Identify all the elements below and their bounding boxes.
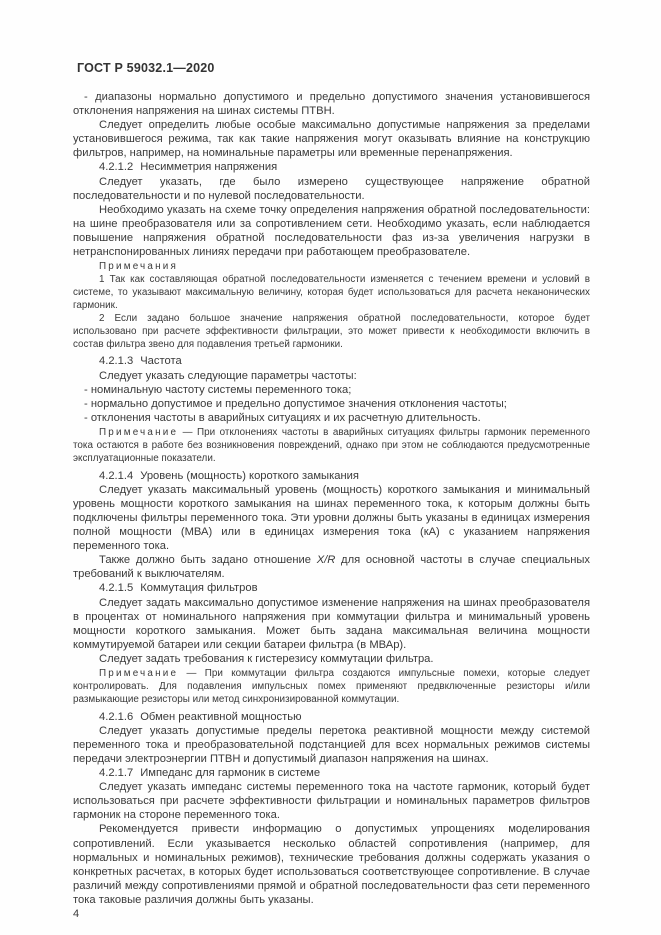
note-block: [73, 427, 590, 466]
list-item: - номинальную частоту системы переменного тока;: [84, 383, 352, 396]
page-number: 4: [73, 908, 80, 920]
section-title: Уровень (мощность) короткого замыкания: [140, 469, 359, 482]
note-item: Примечание — При коммутации фильтра создаются импульсные помехи, которые следует контролировать. Для подавления импульсных помех применяют предвключенные резисторы и/или размыкающие резисторы или метод синхронизированной коммутации.: [73, 667, 590, 705]
notes-label: Примечания: [99, 261, 179, 273]
note-block: [73, 668, 590, 707]
paragraph: Также должно быть задано отношение X/R для основной частоты в случае специальных требований к выключателям.: [73, 554, 591, 581]
section-heading-4-2-1-4: [73, 469, 590, 483]
italic-term: X/R: [316, 554, 336, 567]
page-content: [73, 61, 590, 921]
note-item: Примечание — При отклонениях частоты в аварийных ситуациях фильтры гармоник переменного тока остаются в работе без возникновения повреждений, однако при этом не соблюдаются предусмотренные эксплуатационные показатели.: [73, 426, 590, 464]
paragraph: Следует определить любые особые максимально допустимые напряжения за пределами установившегося режима, так как такие напряжения могут оказывать влияние на конструкцию фильтров, например, на номинальные параметры или временные перенапряжения.: [73, 119, 590, 160]
paragraph: Следует задать требования к гистерезису коммутации фильтра.: [99, 652, 434, 665]
notes-block: [73, 261, 590, 351]
list-item: - диапазоны нормально допустимого и предельно допустимого значения установившегося отклонения напряжения на шинах системы ПТВН.: [73, 91, 590, 118]
note-label: Примечание: [99, 426, 179, 438]
section-number: 4.2.1.6: [99, 710, 134, 723]
paragraph: Следует задать максимально допустимое изменение напряжения на шинах преобразователя в процентах от номинального напряжения при коммутации фильтра и минимальный уровень мощности короткого замыкания. Может быть задана максимальная величина мощности коммутируемой батареи или секции батареи фильтра (в МВАр).: [73, 596, 590, 651]
section-heading-4-2-1-6: [73, 710, 590, 724]
list-item: - нормально допустимое и предельно допустимое значения отклонения частоты;: [84, 397, 507, 410]
note-label: Примечание: [99, 667, 179, 679]
section-title: Коммутация фильтров: [140, 582, 258, 595]
note-item: 2 Если задано большое значение напряжения обратной последовательности, которое будет использовано при расчете эффективности фильтрации, это может привести к необходимости включить в состав фильтра звено для подавления третьей гармоники.: [73, 312, 590, 350]
section-title: Обмен реактивной мощностью: [140, 710, 302, 723]
section-title: Импеданс для гармоник в системе: [140, 767, 321, 780]
document-header: ГОСТ Р 59032.1—2020: [77, 61, 215, 75]
section-title: Несимметрия напряжения: [140, 161, 278, 174]
section-heading-4-2-1-7: [73, 766, 590, 780]
section-number: 4.2.1.4: [99, 469, 134, 482]
section-number: 4.2.1.2: [99, 161, 134, 174]
document-body: [73, 90, 590, 921]
paragraph: Следует указать допустимые пределы перетока реактивной мощности между системой переменного тока и преобразовательной подстанцией для всех нормальных режимов системы передачи электроэнергии ПТВН и допустимый диапазон напряжения на шинах.: [73, 724, 590, 765]
section-title: Частота: [140, 355, 182, 368]
section-heading-4-2-1-2: [73, 160, 590, 174]
section-number: 4.2.1.5: [99, 582, 134, 595]
paragraph: Следует указать, где было измерено существующее напряжение обратной последовательности и по нулевой последовательности.: [73, 175, 590, 202]
paragraph: Следует указать импеданс системы переменного тока на частоте гармоник, который будет использоваться при расчете эффективности фильтрации и номинальных параметров фильтров гармоник на стороне переменного тока.: [73, 781, 590, 822]
section-number: 4.2.1.3: [99, 355, 134, 368]
section-heading-4-2-1-5: [73, 581, 590, 595]
section-heading-4-2-1-3: [73, 354, 590, 368]
paragraph: Рекомендуется привести информацию о допустимых упрощениях моделирования сопротивлений. Если указывается несколько областей сопротивления (например, для нормальных и номинальных режимов), технические требования должны содержать указания о конкретных расчетах, в которых будет использоваться соответствующее сопротивление. В случае различий между сопротивлениями прямой и обратной последовательности фаз сети переменного тока таковые различия должны быть указаны.: [73, 823, 590, 906]
paragraph: Необходимо указать на схеме точку определения напряжения обратной последовательности: на шине преобразователя или за сопротивлением сети. Необходимо указать, если наблюдается повышение напряжения обратной последовательности фаз из-за увеличения нагрузки в нетранспонированных линиях передачи при работающем преобразователе.: [73, 203, 590, 259]
section-number: 4.2.1.7: [99, 767, 134, 780]
paragraph: Следует указать следующие параметры частоты:: [99, 369, 357, 382]
paragraph: Следует указать максимальный уровень (мощность) короткого замыкания и минимальный уровень мощности короткого замыкания на шинах переменного тока, к которым должны быть подключены фильтры переменного тока. Эти уровни должны быть указаны в единицах измерения полной мощности (МВА) или в единицах измерения тока (кА) с указанием напряжения переменного тока.: [73, 483, 590, 553]
note-item: 1 Так как составляющая обратной последовательности изменяется с течением времени и условий в системе, то указывают максимальную величину, которая будет использоваться для расчета неканонических гармоник.: [73, 274, 590, 311]
list-item: - отклонения частоты в аварийных ситуациях и их расчетную длительность.: [84, 411, 481, 424]
